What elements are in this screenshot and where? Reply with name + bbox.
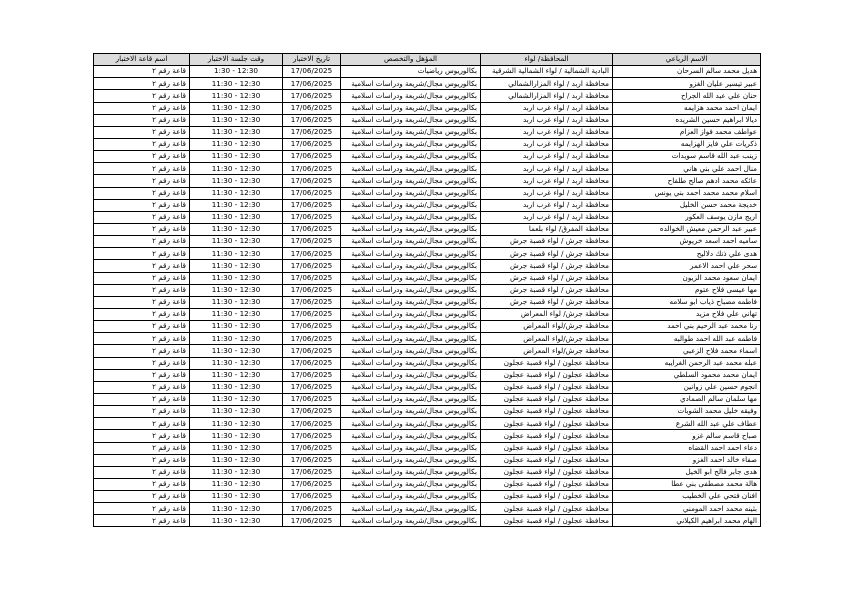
cell-name: زينب عبد الله قاسم سويدات — [613, 151, 761, 163]
cell-exam-date: 17/06/2025 — [283, 503, 341, 515]
cell-exam-time: 11:30 - 12:30 — [190, 466, 283, 478]
cell-exam-date: 17/06/2025 — [283, 393, 341, 405]
cell-qualification: بكالوريوس رياضيات — [341, 66, 481, 78]
cell-name: رنا محمد عبد الرحيم بني احمد — [613, 321, 761, 333]
cell-exam-room: قاعة رقم ٢ — [94, 357, 190, 369]
cell-region: محافظة جرش/ لواء المعراض — [481, 308, 613, 320]
cell-region: محافظة اربد / لواء المزارالشمالي — [481, 90, 613, 102]
cell-exam-date: 17/06/2025 — [283, 223, 341, 235]
cell-qualification: بكالوريوس مجال/شريعة ودراسات اسلامية — [341, 236, 481, 248]
cell-name: فاطمه مصباح ذياب ابو سلامه — [613, 296, 761, 308]
cell-region: محافظة جرش / لواء قصبة جرش — [481, 272, 613, 284]
cell-exam-date: 17/06/2025 — [283, 515, 341, 527]
cell-name: عبير تيسير عليان الغزو — [613, 78, 761, 90]
cell-name: عائكه محمد ادهم صالح طلفاح — [613, 175, 761, 187]
cell-exam-date: 17/06/2025 — [283, 199, 341, 211]
cell-exam-time: 11:30 - 12:30 — [190, 515, 283, 527]
cell-exam-time: 11:30 - 12:30 — [190, 321, 283, 333]
cell-exam-room: قاعة رقم ٢ — [94, 442, 190, 454]
cell-name: فاطمه عبد الله احمد طوالبه — [613, 333, 761, 345]
cell-exam-time: 11:30 - 12:30 — [190, 248, 283, 260]
cell-exam-date: 17/06/2025 — [283, 442, 341, 454]
cell-qualification: بكالوريوس مجال/شريعة ودراسات اسلامية — [341, 503, 481, 515]
cell-qualification: بكالوريوس مجال/شريعة ودراسات اسلامية — [341, 199, 481, 211]
cell-exam-room: قاعة رقم ٢ — [94, 272, 190, 284]
cell-name: سحر علي احمد الاعمر — [613, 260, 761, 272]
cell-qualification: بكالوريوس مجال/شريعة ودراسات اسلامية — [341, 211, 481, 223]
table-row — [94, 175, 761, 187]
cell-qualification: بكالوريوس مجال/شريعة ودراسات اسلامية — [341, 163, 481, 175]
cell-exam-date: 17/06/2025 — [283, 175, 341, 187]
cell-exam-room: قاعة رقم ٢ — [94, 393, 190, 405]
cell-exam-date: 17/06/2025 — [283, 345, 341, 357]
cell-exam-time: 11:30 - 12:30 — [190, 503, 283, 515]
table-row — [94, 406, 761, 418]
table-row — [94, 199, 761, 211]
cell-exam-date: 17/06/2025 — [283, 90, 341, 102]
cell-qualification: بكالوريوس مجال/شريعة ودراسات اسلامية — [341, 381, 481, 393]
cell-exam-time: 11:30 - 12:30 — [190, 199, 283, 211]
cell-qualification: بكالوريوس مجال/شريعة ودراسات اسلامية — [341, 454, 481, 466]
cell-name: افنان فتحي علي الخطيب — [613, 491, 761, 503]
cell-exam-room: قاعة رقم ٢ — [94, 260, 190, 272]
table-row — [94, 478, 761, 490]
cell-qualification: بكالوريوس مجال/شريعة ودراسات اسلامية — [341, 78, 481, 90]
cell-region: محافظة عجلون / لواء قصبة عجلون — [481, 369, 613, 381]
cell-region: محافظة جرش / لواء قصبة جرش — [481, 260, 613, 272]
cell-exam-room: قاعة رقم ٢ — [94, 114, 190, 126]
cell-qualification: بكالوريوس مجال/شريعة ودراسات اسلامية — [341, 357, 481, 369]
cell-qualification: بكالوريوس مجال/شريعة ودراسات اسلامية — [341, 126, 481, 138]
table-row — [94, 260, 761, 272]
header-region: المحافظة/ لواء — [481, 54, 613, 66]
cell-region: محافظة اربد / لواء المزارالشمالي — [481, 78, 613, 90]
cell-qualification: بكالوريوس مجال/شريعة ودراسات اسلامية — [341, 418, 481, 430]
cell-name: صباح قاسم سالم غزو — [613, 430, 761, 442]
exam-schedule-table — [93, 53, 761, 527]
cell-qualification: بكالوريوس مجال/شريعة ودراسات اسلامية — [341, 114, 481, 126]
cell-region: محافظة جرش / لواء قصبة جرش — [481, 248, 613, 260]
cell-name: صفاء خالد احمد الغزو — [613, 454, 761, 466]
cell-exam-date: 17/06/2025 — [283, 151, 341, 163]
table-row — [94, 321, 761, 333]
cell-qualification: بكالوريوس مجال/شريعة ودراسات اسلامية — [341, 284, 481, 296]
cell-region: محافظة اربد / لواء غرب اربد — [481, 175, 613, 187]
cell-exam-room: قاعة رقم ٢ — [94, 236, 190, 248]
cell-qualification: بكالوريوس مجال/شريعة ودراسات اسلامية — [341, 175, 481, 187]
cell-exam-room: قاعة رقم ٢ — [94, 126, 190, 138]
cell-region: محافظة عجلون / لواء قصبة عجلون — [481, 430, 613, 442]
table-row — [94, 454, 761, 466]
cell-exam-time: 11:30 - 12:30 — [190, 381, 283, 393]
cell-exam-room: قاعة رقم ٢ — [94, 90, 190, 102]
cell-name: مها سلمان سالم الصمادي — [613, 393, 761, 405]
header-qualification: المؤهل والتخصص — [341, 54, 481, 66]
cell-exam-date: 17/06/2025 — [283, 296, 341, 308]
cell-name: تهاني علي فلاح مزيد — [613, 308, 761, 320]
table-row — [94, 466, 761, 478]
cell-exam-room: قاعة رقم ٢ — [94, 211, 190, 223]
cell-exam-time: 11:30 - 12:30 — [190, 187, 283, 199]
cell-exam-date: 17/06/2025 — [283, 163, 341, 175]
cell-exam-time: 11:30 - 12:30 — [190, 175, 283, 187]
cell-exam-time: 11:30 - 12:30 — [190, 442, 283, 454]
table-row — [94, 211, 761, 223]
cell-region: محافظة جرش/لواء المعراض — [481, 321, 613, 333]
cell-exam-room: قاعة رقم ٢ — [94, 503, 190, 515]
header-name: الاسم الرباعي — [613, 54, 761, 66]
cell-exam-date: 17/06/2025 — [283, 308, 341, 320]
cell-qualification: بكالوريوس مجال/شريعة ودراسات اسلامية — [341, 466, 481, 478]
cell-exam-date: 17/06/2025 — [283, 357, 341, 369]
cell-name: ايمان محمد محمود السلطي — [613, 369, 761, 381]
cell-name: اسماء محمد فلاح الزعبي — [613, 345, 761, 357]
cell-region: محافظة جرش/لواء المعراض — [481, 333, 613, 345]
table-row — [94, 430, 761, 442]
cell-exam-date: 17/06/2025 — [283, 138, 341, 150]
cell-exam-room: قاعة رقم ٢ — [94, 163, 190, 175]
cell-exam-date: 17/06/2025 — [283, 491, 341, 503]
cell-exam-date: 17/06/2025 — [283, 102, 341, 114]
cell-exam-date: 17/06/2025 — [283, 381, 341, 393]
header-exam-date: تاريخ الاختبار — [283, 54, 341, 66]
cell-exam-date: 17/06/2025 — [283, 272, 341, 284]
cell-region: محافظة جرش/لواء المعراض — [481, 345, 613, 357]
cell-exam-time: 11:30 - 12:30 — [190, 223, 283, 235]
cell-region: محافظة جرش / لواء قصبة جرش — [481, 284, 613, 296]
cell-name: ساميه احمد اسعد خريوش — [613, 236, 761, 248]
table-header-row — [94, 54, 761, 66]
cell-exam-date: 17/06/2025 — [283, 430, 341, 442]
cell-qualification: بكالوريوس مجال/شريعة ودراسات اسلامية — [341, 442, 481, 454]
cell-region: محافظة اربد / لواء غرب اربد — [481, 102, 613, 114]
cell-qualification: بكالوريوس مجال/شريعة ودراسات اسلامية — [341, 187, 481, 199]
cell-qualification: بكالوريوس مجال/شريعة ودراسات اسلامية — [341, 308, 481, 320]
cell-exam-date: 17/06/2025 — [283, 418, 341, 430]
cell-exam-room: قاعة رقم ٢ — [94, 454, 190, 466]
cell-qualification: بكالوريوس مجال/شريعة ودراسات اسلامية — [341, 406, 481, 418]
cell-region: محافظة عجلون / لواء قصبة عجلون — [481, 406, 613, 418]
table-row — [94, 78, 761, 90]
cell-exam-time: 11:30 - 12:30 — [190, 138, 283, 150]
table-row — [94, 151, 761, 163]
table-row — [94, 503, 761, 515]
cell-region: محافظة اربد / لواء غرب اربد — [481, 126, 613, 138]
table-row — [94, 272, 761, 284]
cell-exam-time: 11:30 - 12:30 — [190, 369, 283, 381]
table-row — [94, 102, 761, 114]
cell-exam-room: قاعة رقم ٢ — [94, 345, 190, 357]
cell-exam-date: 17/06/2025 — [283, 466, 341, 478]
cell-exam-date: 17/06/2025 — [283, 248, 341, 260]
cell-qualification: بكالوريوس مجال/شريعة ودراسات اسلامية — [341, 393, 481, 405]
cell-name: ديالا ابراهيم حسين الشريده — [613, 114, 761, 126]
cell-exam-time: 11:30 - 12:30 — [190, 236, 283, 248]
cell-qualification: بكالوريوس مجال/شريعة ودراسات اسلامية — [341, 151, 481, 163]
table-row — [94, 248, 761, 260]
table-row — [94, 163, 761, 175]
cell-name: عواطف محمد فواز العزام — [613, 126, 761, 138]
cell-region: محافظة جرش / لواء قصبة جرش — [481, 236, 613, 248]
table-row — [94, 126, 761, 138]
cell-exam-room: قاعة رقم ٢ — [94, 199, 190, 211]
table-row — [94, 223, 761, 235]
cell-region: محافظة عجلون / لواء قصبة عجلون — [481, 503, 613, 515]
cell-name: ايمان سعود محمد الزيون — [613, 272, 761, 284]
cell-qualification: بكالوريوس مجال/شريعة ودراسات اسلامية — [341, 260, 481, 272]
cell-qualification: بكالوريوس مجال/شريعة ودراسات اسلامية — [341, 272, 481, 284]
cell-region: محافظة اربد / لواء غرب اربد — [481, 138, 613, 150]
cell-exam-time: 11:30 - 12:30 — [190, 454, 283, 466]
cell-exam-date: 17/06/2025 — [283, 284, 341, 296]
cell-qualification: بكالوريوس مجال/شريعة ودراسات اسلامية — [341, 321, 481, 333]
cell-exam-time: 11:30 - 12:30 — [190, 102, 283, 114]
cell-region: محافظة اربد / لواء غرب اربد — [481, 199, 613, 211]
cell-exam-room: قاعة رقم ٢ — [94, 418, 190, 430]
cell-exam-room: قاعة رقم ٢ — [94, 321, 190, 333]
cell-qualification: بكالوريوس مجال/شريعة ودراسات اسلامية — [341, 478, 481, 490]
cell-exam-time: 11:30 - 12:30 — [190, 491, 283, 503]
cell-qualification: بكالوريوس مجال/شريعة ودراسات اسلامية — [341, 430, 481, 442]
table-row — [94, 114, 761, 126]
cell-name: منال احمد علي بني هاني — [613, 163, 761, 175]
cell-name: انجوم حسين علي زوانين — [613, 381, 761, 393]
cell-region: محافظة عجلون / لواء قصبة عجلون — [481, 442, 613, 454]
cell-region: محافظة عجلون / لواء قصبة عجلون — [481, 478, 613, 490]
table-row — [94, 418, 761, 430]
cell-name: وفيقه خليل محمد الشوبات — [613, 406, 761, 418]
cell-exam-room: قاعة رقم ٢ — [94, 151, 190, 163]
cell-exam-room: قاعة رقم ٢ — [94, 248, 190, 260]
cell-exam-time: 11:30 - 12:30 — [190, 333, 283, 345]
cell-exam-room: قاعة رقم ٢ — [94, 187, 190, 199]
cell-exam-time: 11:30 - 12:30 — [190, 126, 283, 138]
cell-exam-time: 1:30 - 12:30 — [190, 66, 283, 78]
cell-exam-room: قاعة رقم ٢ — [94, 66, 190, 78]
header-exam-time: وقت جلسة الاختبار — [190, 54, 283, 66]
cell-qualification: بكالوريوس مجال/شريعة ودراسات اسلامية — [341, 345, 481, 357]
table-row — [94, 515, 761, 527]
cell-name: عطاف علي عبد الله الشرع — [613, 418, 761, 430]
cell-exam-room: قاعة رقم ٢ — [94, 515, 190, 527]
cell-exam-time: 11:30 - 12:30 — [190, 211, 283, 223]
cell-name: مها عيسى فلاح عتوم — [613, 284, 761, 296]
cell-qualification: بكالوريوس مجال/شريعة ودراسات اسلامية — [341, 296, 481, 308]
table-row — [94, 381, 761, 393]
cell-qualification: بكالوريوس مجال/شريعة ودراسات اسلامية — [341, 223, 481, 235]
cell-exam-room: قاعة رقم ٢ — [94, 78, 190, 90]
cell-exam-room: قاعة رقم ٢ — [94, 296, 190, 308]
cell-name: دعاء احمد احمد القضاه — [613, 442, 761, 454]
cell-name: بثينه محمد احمد المومني — [613, 503, 761, 515]
cell-exam-date: 17/06/2025 — [283, 211, 341, 223]
cell-exam-time: 11:30 - 12:30 — [190, 78, 283, 90]
cell-name: هدى علي ذنك دلاليح — [613, 248, 761, 260]
table-row — [94, 138, 761, 150]
cell-name: عبير عبد الرحمن معيش الخوالده — [613, 223, 761, 235]
table-row — [94, 345, 761, 357]
cell-exam-time: 11:30 - 12:30 — [190, 430, 283, 442]
cell-region: البادية الشمالية / لواء الشمالية الشرقية — [481, 66, 613, 78]
cell-exam-time: 11:30 - 12:30 — [190, 418, 283, 430]
cell-name: الهام محمد ابراهيم الكيلاني — [613, 515, 761, 527]
cell-exam-room: قاعة رقم ٢ — [94, 369, 190, 381]
cell-region: محافظة اربد / لواء غرب اربد — [481, 211, 613, 223]
cell-exam-time: 11:30 - 12:30 — [190, 114, 283, 126]
table-row — [94, 66, 761, 78]
cell-exam-time: 11:30 - 12:30 — [190, 406, 283, 418]
cell-exam-time: 11:30 - 12:30 — [190, 163, 283, 175]
cell-region: محافظة عجلون / لواء قصبة عجلون — [481, 357, 613, 369]
table-row — [94, 236, 761, 248]
cell-region: محافظة عجلون / لواء قصبة عجلون — [481, 454, 613, 466]
cell-region: محافظة اربد / لواء غرب اربد — [481, 151, 613, 163]
cell-qualification: بكالوريوس مجال/شريعة ودراسات اسلامية — [341, 515, 481, 527]
cell-region: محافظة المفرق/ لواء بلعما — [481, 223, 613, 235]
cell-exam-date: 17/06/2025 — [283, 126, 341, 138]
cell-name: ايمان احمد محمد هزايمه — [613, 102, 761, 114]
cell-exam-room: قاعة رقم ٢ — [94, 223, 190, 235]
cell-qualification: بكالوريوس مجال/شريعة ودراسات اسلامية — [341, 491, 481, 503]
cell-region: محافظة عجلون / لواء قصبة عجلون — [481, 466, 613, 478]
cell-region: محافظة جرش / لواء قصبة جرش — [481, 296, 613, 308]
cell-exam-date: 17/06/2025 — [283, 478, 341, 490]
cell-exam-room: قاعة رقم ٢ — [94, 478, 190, 490]
cell-region: محافظة اربد / لواء غرب اربد — [481, 114, 613, 126]
table-row — [94, 393, 761, 405]
cell-exam-date: 17/06/2025 — [283, 333, 341, 345]
cell-exam-room: قاعة رقم ٢ — [94, 308, 190, 320]
cell-exam-time: 11:30 - 12:30 — [190, 284, 283, 296]
table-row — [94, 357, 761, 369]
cell-exam-time: 11:30 - 12:30 — [190, 308, 283, 320]
cell-name: خديجة محمد حسن الخليل — [613, 199, 761, 211]
cell-exam-time: 11:30 - 12:30 — [190, 296, 283, 308]
table-row — [94, 296, 761, 308]
cell-exam-room: قاعة رقم ٢ — [94, 466, 190, 478]
cell-region: محافظة عجلون / لواء قصبة عجلون — [481, 381, 613, 393]
cell-qualification: بكالوريوس مجال/شريعة ودراسات اسلامية — [341, 138, 481, 150]
cell-exam-time: 11:30 - 12:30 — [190, 345, 283, 357]
cell-exam-date: 17/06/2025 — [283, 236, 341, 248]
cell-exam-date: 17/06/2025 — [283, 321, 341, 333]
cell-exam-date: 17/06/2025 — [283, 369, 341, 381]
cell-name: ذكريات علي فايز الهزايمه — [613, 138, 761, 150]
cell-region: محافظة اربد / لواء غرب اربد — [481, 163, 613, 175]
cell-name: اريج مازن يوسف العكور — [613, 211, 761, 223]
cell-exam-room: قاعة رقم ٢ — [94, 175, 190, 187]
header-exam-room: اسم قاعة الاختبار — [94, 54, 190, 66]
cell-exam-room: قاعة رقم ٢ — [94, 381, 190, 393]
cell-exam-date: 17/06/2025 — [283, 260, 341, 272]
cell-exam-room: قاعة رقم ٢ — [94, 284, 190, 296]
cell-exam-time: 11:30 - 12:30 — [190, 151, 283, 163]
cell-exam-time: 11:30 - 12:30 — [190, 90, 283, 102]
cell-exam-time: 11:30 - 12:30 — [190, 478, 283, 490]
table-body — [94, 66, 761, 527]
cell-exam-room: قاعة رقم ٢ — [94, 333, 190, 345]
cell-exam-time: 11:30 - 12:30 — [190, 260, 283, 272]
cell-exam-date: 17/06/2025 — [283, 454, 341, 466]
cell-region: محافظة عجلون / لواء قصبة عجلون — [481, 491, 613, 503]
cell-qualification: بكالوريوس مجال/شريعة ودراسات اسلامية — [341, 333, 481, 345]
cell-exam-room: قاعة رقم ٢ — [94, 491, 190, 503]
cell-region: محافظة اربد / لواء غرب اربد — [481, 187, 613, 199]
table-row — [94, 442, 761, 454]
cell-region: محافظة عجلون / لواء قصبة عجلون — [481, 418, 613, 430]
cell-exam-date: 17/06/2025 — [283, 406, 341, 418]
table-row — [94, 308, 761, 320]
table-row — [94, 491, 761, 503]
cell-exam-time: 11:30 - 12:30 — [190, 357, 283, 369]
cell-exam-date: 17/06/2025 — [283, 114, 341, 126]
cell-name: هديل محمد سالم السرحان — [613, 66, 761, 78]
cell-qualification: بكالوريوس مجال/شريعة ودراسات اسلامية — [341, 248, 481, 260]
table-row — [94, 187, 761, 199]
cell-name: اسلام محمد محمد احمد بني يونس — [613, 187, 761, 199]
table-row — [94, 333, 761, 345]
cell-name: هدى جابر فالح ابو الخيل — [613, 466, 761, 478]
cell-qualification: بكالوريوس مجال/شريعة ودراسات اسلامية — [341, 369, 481, 381]
cell-qualification: بكالوريوس مجال/شريعة ودراسات اسلامية — [341, 102, 481, 114]
cell-exam-date: 17/06/2025 — [283, 78, 341, 90]
table-row — [94, 90, 761, 102]
cell-name: حنان علي عبد الله الجراح — [613, 90, 761, 102]
cell-qualification: بكالوريوس مجال/شريعة ودراسات اسلامية — [341, 90, 481, 102]
cell-exam-date: 17/06/2025 — [283, 66, 341, 78]
cell-name: عبله محمد عبد الرحمن الغرايبه — [613, 357, 761, 369]
cell-region: محافظة عجلون / لواء قصبة عجلون — [481, 515, 613, 527]
table-row — [94, 284, 761, 296]
cell-exam-room: قاعة رقم ٢ — [94, 430, 190, 442]
cell-name: هالة محمد مصطفى بني عطا — [613, 478, 761, 490]
cell-exam-time: 11:30 - 12:30 — [190, 393, 283, 405]
table-row — [94, 369, 761, 381]
cell-exam-date: 17/06/2025 — [283, 187, 341, 199]
cell-region: محافظة عجلون / لواء قصبة عجلون — [481, 393, 613, 405]
cell-exam-time: 11:30 - 12:30 — [190, 272, 283, 284]
cell-exam-room: قاعة رقم ٢ — [94, 138, 190, 150]
cell-exam-room: قاعة رقم ٢ — [94, 406, 190, 418]
cell-exam-room: قاعة رقم ٢ — [94, 102, 190, 114]
